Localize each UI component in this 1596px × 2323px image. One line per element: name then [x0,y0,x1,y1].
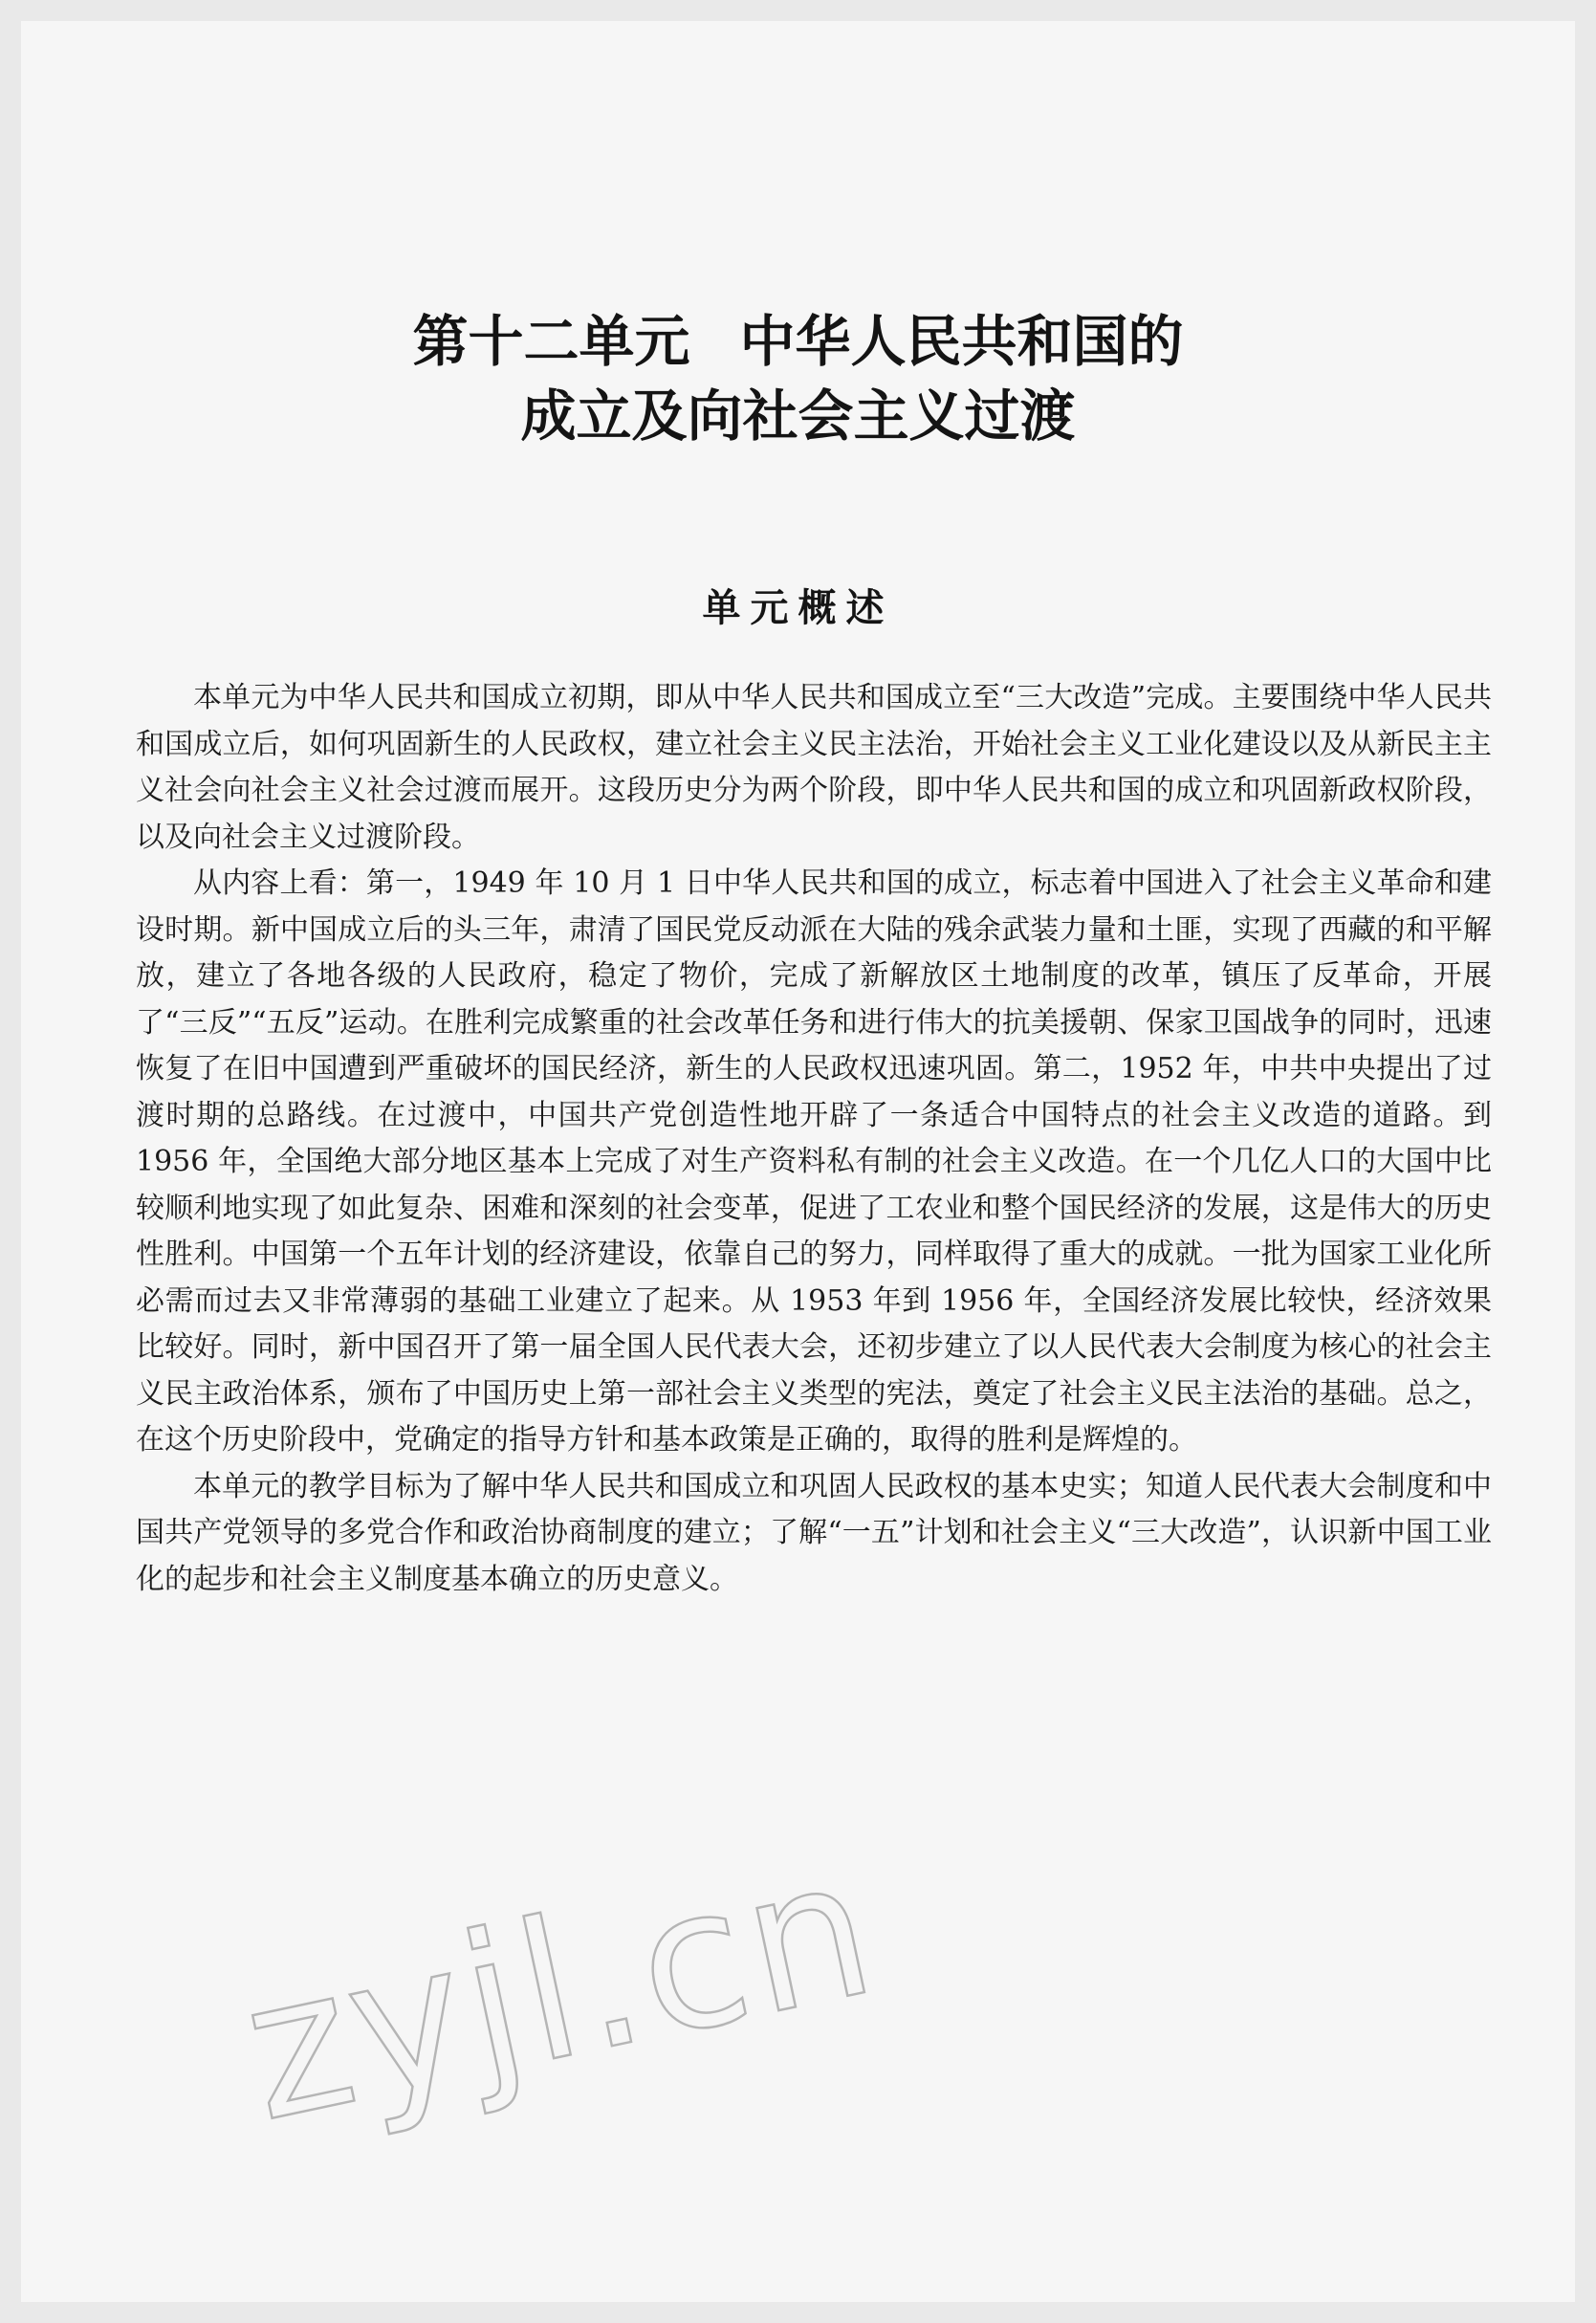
unit-number: 第十二单元 [412,309,690,374]
unit-title-line-2: 成立及向社会主义过渡 [520,384,1076,449]
overview-paragraph-2: 从内容上看：第一，1949 年 10 月 1 日中华人民共和国的成立，标志着中国进入了社会主义革命和建设时期。新中国成立后的头三年，肃清了国民党反动派在大陆的残余武装力量和土匪，实现了西藏的和平解放，建立了各地各级的人民政府，稳定了物价，完成了新解放区土地制度的改革，镇压了反革命，开展了“三反”“五反”运动。在胜利完成繁重的社会改革任务和进行伟大的抗美援朝、保家卫国战争的同时，迅速恢复了在旧中国遭到严重破坏的国民经济，新生的人民政权迅速巩固。第二，1952 年，中共中央提出了过渡时期的总路线。在过渡中，中国共产党创造性地开辟了一条适合中国特点的社会主义改造的道路。到 1956 年，全国绝大部分地区基本上完成了对生产资料私有制的社会主义改造。在一个几亿人口的大国中比较顺利地实现了如此复杂、困难和深刻的社会变革，促进了工农业和整个国民经济的发展，这是伟大的历史性胜利。中国第一个五年计划的经济建设，依靠自己的努力，同样取得了重大的成就。一批为国家工业化所必需而过去又非常薄弱的基础工业建立了起来。从 1953 年到 1956 年，全国经济发展比较快，经济效果比较好。同时，新中国召开了第一届全国人民代表大会，还初步建立了以人民代表大会制度为核心的社会主义民主政治体系，颁布了中国历史上第一部社会主义类型的宪法，奠定了社会主义民主法治的基础。总之，在这个历史阶段中，党确定的指导方针和基本政策是正确的，取得的胜利是辉煌的。 [136,866,1492,1457]
overview-body [136,675,1492,1603]
unit-title [0,304,1596,453]
unit-title-text-1: 中华人民共和国的 [739,309,1184,374]
section-heading: 单元概述 [702,586,894,630]
overview-paragraph-3: 本单元的教学目标为了解中华人民共和国成立和巩固人民政权的基本史实；知道人民代表大会制度和中国共产党领导的多党合作和政治协商制度的建立；了解“一五”计划和社会主义“三大改造”，认识新中国工业化的起步和社会主义制度基本确立的历史意义。 [136,1469,1492,1596]
overview-paragraph-1: 本单元为中华人民共和国成立初期，即从中华人民共和国成立至“三大改造”完成。主要围绕中华人民共和国成立后，如何巩固新生的人民政权，建立社会主义民主法治，开始社会主义工业化建设以及从新民主主义社会向社会主义社会过渡而展开。这段历史分为两个阶段，即中华人民共和国的成立和巩固新政权阶段，以及向社会主义过渡阶段。 [136,681,1492,854]
watermark-logo: zyjl.cn [227,1814,894,2165]
unit-title-line-1 [0,304,1596,379]
